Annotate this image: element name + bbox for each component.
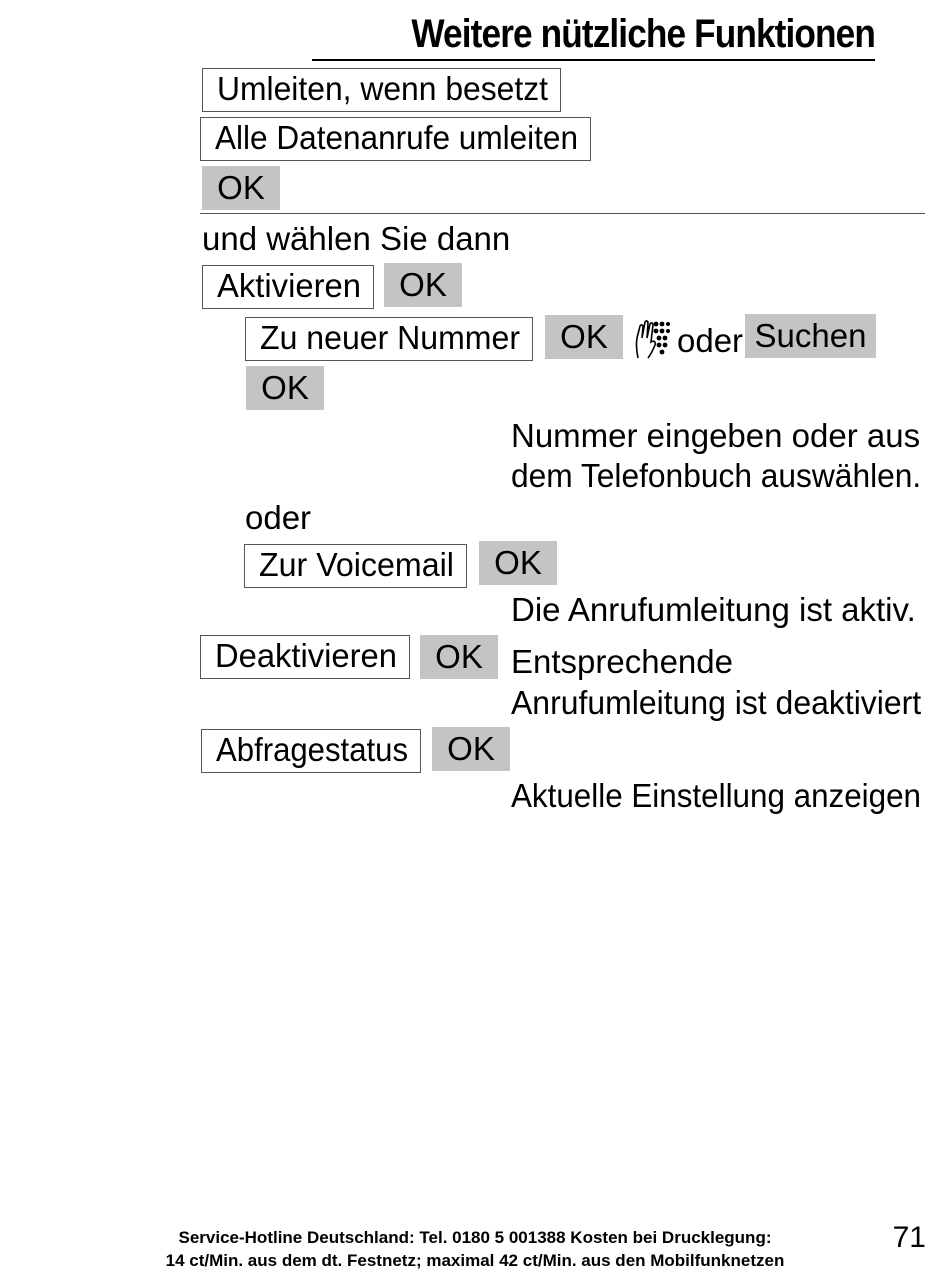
ok-key[interactable]: OK bbox=[479, 541, 557, 585]
enter-number-line-1: Nummer eingeben oder aus bbox=[511, 417, 921, 454]
deactivated-line-1: Entsprechende bbox=[511, 643, 733, 680]
or-label: oder bbox=[245, 499, 312, 536]
deactivated-line-2: Anrufumleitung ist deaktiviert bbox=[511, 684, 922, 721]
enter-number-line-2: dem Telefonbuch auswählen. bbox=[511, 457, 922, 494]
section-divider bbox=[200, 213, 925, 214]
ok-key[interactable]: OK bbox=[545, 315, 623, 359]
menu-item-busy[interactable]: Umleiten, wenn besetzt bbox=[202, 68, 561, 112]
ok-key[interactable]: OK bbox=[432, 727, 510, 771]
ok-key[interactable]: OK bbox=[420, 635, 498, 679]
menu-item-deactivate[interactable]: Deaktivieren bbox=[200, 635, 410, 679]
footer-hotline-line-2: 14 ct/Min. aus dem dt. Festnetz; maximal 42 ct/Min. aus den Mobilfunknetzen bbox=[165, 1251, 785, 1270]
search-key[interactable]: Suchen bbox=[745, 314, 876, 358]
forward-active-text: Die Anrufumleitung ist aktiv. bbox=[511, 591, 916, 628]
instruction-then-select: und wählen Sie dann bbox=[202, 220, 511, 257]
menu-item-query-status[interactable]: Abfragestatus bbox=[201, 729, 421, 773]
or-label: oder bbox=[677, 322, 744, 359]
menu-item-data-calls[interactable]: Alle Datenanrufe umleiten bbox=[200, 117, 591, 161]
title-divider bbox=[312, 59, 875, 61]
keypad-hand-icon bbox=[634, 318, 670, 362]
footer-hotline-line-1: Service-Hotline Deutschland: Tel. 0180 5 001388 Kosten bei Drucklegung: bbox=[178, 1228, 772, 1247]
page-title: Weitere nützliche Funktionen bbox=[411, 12, 875, 56]
page-number: 71 bbox=[892, 1221, 926, 1254]
ok-key[interactable]: OK bbox=[384, 263, 462, 307]
ok-key[interactable]: OK bbox=[202, 166, 280, 210]
menu-item-activate[interactable]: Aktivieren bbox=[202, 265, 374, 309]
menu-item-voicemail[interactable]: Zur Voicemail bbox=[244, 544, 467, 588]
show-current-text: Aktuelle Einstellung anzeigen bbox=[511, 777, 922, 814]
ok-key[interactable]: OK bbox=[246, 366, 324, 410]
menu-item-new-number[interactable]: Zu neuer Nummer bbox=[245, 317, 533, 361]
